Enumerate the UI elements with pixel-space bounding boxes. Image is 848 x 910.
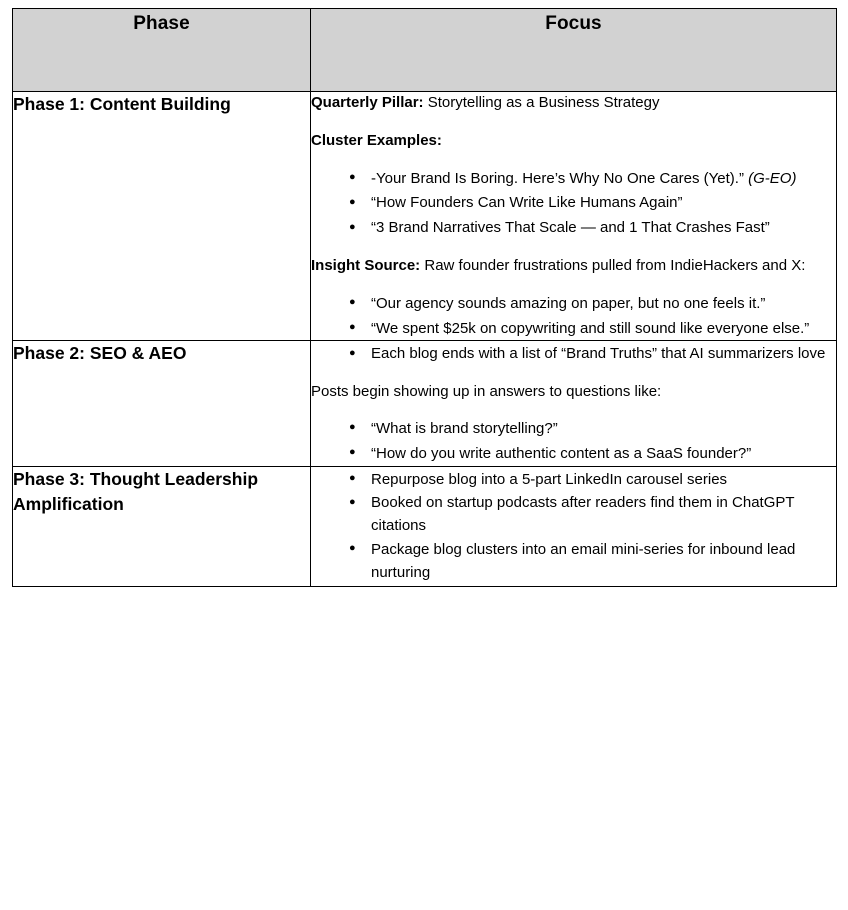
table-row: [13, 92, 837, 341]
table-row: [13, 466, 837, 586]
column-header-phase-label: Phase: [133, 13, 190, 34]
cluster-examples-list: [311, 168, 836, 240]
list-item: [371, 539, 836, 585]
table-header-row: [13, 9, 837, 92]
phase-label-3: Phase 3: Thought Leadership Amplification: [13, 468, 259, 514]
quarterly-pillar-paragraph: [311, 92, 836, 115]
phase2-paragraph: [311, 381, 836, 404]
insight-source-value: Raw founder frustrations pulled from IndieHackers and X:: [420, 256, 806, 274]
table-body: [13, 92, 837, 587]
phase-label-1: Phase 1: Content Building: [13, 94, 231, 114]
phase-label-2: Phase 2: SEO & AEO: [13, 343, 187, 364]
table-row: [13, 341, 837, 466]
insight-quote-text: “We spent $25k on copywriting and still sound like everyone else.”: [371, 319, 810, 337]
list-item: [371, 293, 836, 316]
quarterly-pillar-value: Storytelling as a Business Strategy: [423, 94, 660, 111]
cluster-examples-label: Cluster Examples:: [311, 131, 442, 149]
quarterly-pillar-label: Quarterly Pillar:: [311, 94, 424, 111]
phase2-question-text: “How do you write authentic content as a SaaS founder?”: [371, 444, 752, 462]
cluster-examples-heading: [311, 130, 836, 153]
phase-focus-table: [12, 8, 837, 587]
cluster-example-text: -Your Brand Is Boring. Here’s Why No One Cares (Yet).”: [371, 169, 749, 187]
table-header: [13, 9, 837, 92]
phase2-question-text: “What is brand storytelling?”: [371, 419, 558, 437]
phase-cell-2: [13, 341, 311, 466]
insight-source-label: Insight Source:: [311, 256, 421, 274]
list-item: [371, 168, 836, 191]
focus-cell-1: [311, 92, 837, 341]
phase3-bullet-text: Booked on startup podcasts after readers find them in ChatGPT citations: [371, 494, 795, 535]
list-item: [371, 343, 836, 366]
phase3-bullet-text: Package blog clusters into an email mini-series for inbound lead nurturing: [371, 540, 796, 581]
phase2-question-bullets-list: [311, 418, 836, 466]
list-item: [371, 217, 836, 240]
phase-cell-3: [13, 466, 311, 586]
list-item: [371, 192, 836, 215]
phase2-top-bullet-text: Each blog ends with a list of “Brand Truths” that AI summarizers love: [371, 345, 826, 363]
phase3-bullet-text: Repurpose blog into a 5-part LinkedIn carousel series: [371, 470, 728, 488]
list-item: [371, 469, 836, 492]
insight-source-paragraph: [311, 255, 836, 278]
focus-cell-2: [311, 341, 837, 466]
focus-cell-3: [311, 466, 837, 586]
column-header-focus-label: Focus: [545, 13, 602, 34]
column-header-phase: [13, 9, 311, 92]
list-item: [371, 443, 836, 466]
insight-quote-text: “Our agency sounds amazing on paper, but no one feels it.”: [371, 294, 766, 312]
cluster-example-text: “3 Brand Narratives That Scale — and 1 That Crashes Fast”: [371, 219, 770, 237]
cluster-example-italic: (G-EO): [748, 169, 797, 187]
phase2-paragraph-text: Posts begin showing up in answers to questions like:: [311, 383, 662, 401]
phase-cell-1: [13, 92, 311, 341]
phase2-top-bullets-list: [311, 343, 836, 366]
list-item: [371, 418, 836, 441]
cluster-example-text: “How Founders Can Write Like Humans Again”: [371, 194, 683, 212]
phase3-bullets-list: [311, 469, 836, 585]
list-item: [371, 492, 836, 538]
column-header-focus: [311, 9, 837, 92]
insight-quotes-list: [311, 293, 836, 341]
list-item: [371, 318, 836, 341]
